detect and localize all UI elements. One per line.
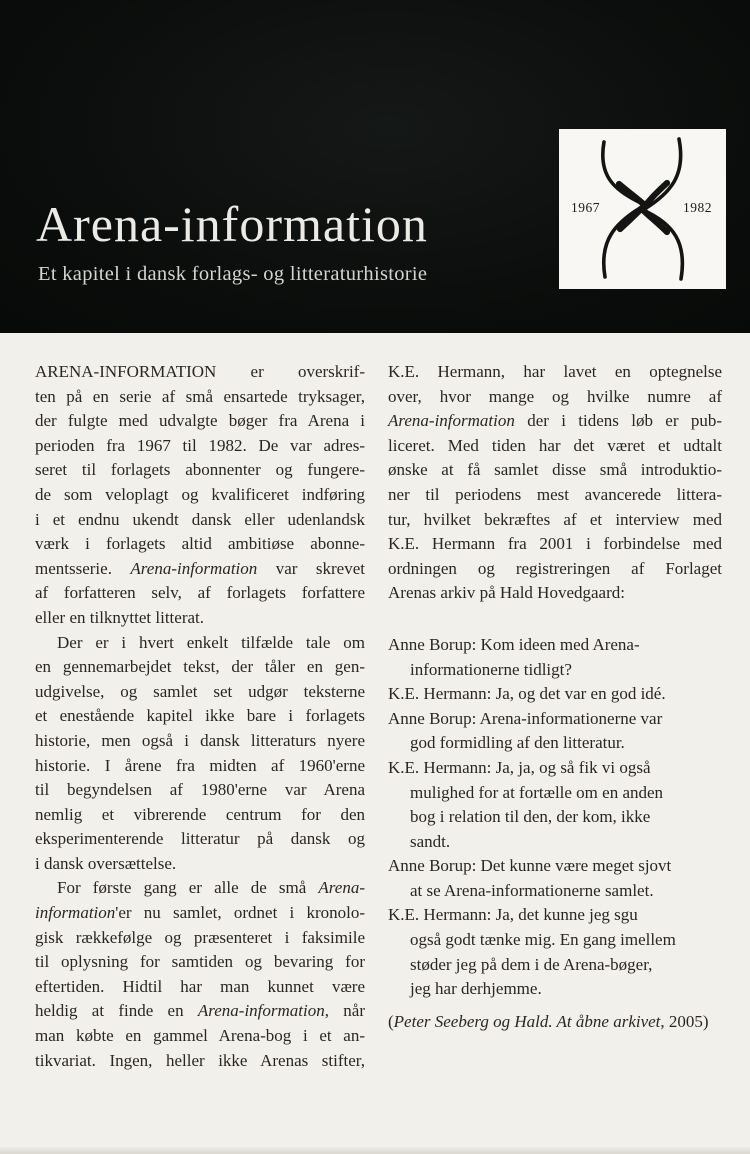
logo-year-right: 1982 xyxy=(683,200,712,215)
text-line: mulighed for at fortælle om en anden xyxy=(410,782,664,802)
interview-entry xyxy=(388,854,722,903)
text-line: Arenas arkiv på Hald Hovedgaard: xyxy=(388,583,625,603)
page-subtitle: Et kapitel i dansk forlags- og litteraturhistorie xyxy=(38,263,428,285)
text-line: Der er i hvert enkelt tilfælde tale om xyxy=(57,632,365,652)
text-line: støder jeg på dem i de Arena-bøger, xyxy=(410,954,653,974)
text-line: historie, men også i dansk litteraturs nyere xyxy=(35,730,365,750)
interview-entry xyxy=(388,633,722,682)
interview-entry xyxy=(388,756,722,854)
logo-year-left: 1967 xyxy=(571,200,600,215)
text-line: K.E. Hermann, har lavet en optegnelse xyxy=(388,362,722,381)
text-line: perioden fra 1967 til 1982. De var adres- xyxy=(35,435,365,455)
text-line: i dansk oversættelse. xyxy=(35,853,177,873)
page-bottom-shadow xyxy=(0,1146,750,1154)
text-line: i et endnu ukendt dansk eller udenlandsk xyxy=(35,509,365,529)
text-line: af forfatteren selv, af forlagets forfattere xyxy=(35,583,365,603)
text-line: de som veloplagt og kvalificeret indføring xyxy=(35,484,365,504)
text-line: information'er nu samlet, ordnet i kronolo- xyxy=(35,903,365,923)
text-line: K.E. Hermann: Ja, ja, og så fik vi også xyxy=(388,757,651,777)
page-title: Arena-information xyxy=(36,196,428,252)
text-line: Anne Borup: Kom ideen med Arena- xyxy=(388,634,640,654)
text-line: Anne Borup: Det kunne være meget sjovt xyxy=(388,856,672,876)
text-line: et enestående kapitel ikke bare i forlagets xyxy=(35,706,365,726)
text-line: liceret. Med tiden har det været et udtalt xyxy=(388,435,722,455)
text-line: tikvariat. Ingen, heller ikke Arenas stifter, xyxy=(35,1050,365,1070)
text-line: jeg har derhjemme. xyxy=(410,979,542,999)
text-line: For første gang er alle de små Arena- xyxy=(57,878,365,898)
source-citation: (Peter Seeberg og Hald. At åbne arkivet, 2005) xyxy=(388,1011,709,1031)
text-line: Anne Borup: Arena-informationerne var xyxy=(388,708,663,728)
text-line: K.E. Hermann: Ja, og det var en god idé. xyxy=(388,684,666,704)
text-line: heldig at finde en Arena-information, når xyxy=(35,1001,365,1021)
text-line: ner til periodens mest avancerede littera- xyxy=(388,484,722,504)
right-column-paragraph xyxy=(388,360,722,606)
text-line: til oplysning for samtiden og bevaring for xyxy=(35,952,365,972)
text-line: eller en tilknyttet litterat. xyxy=(35,607,204,627)
interview-entry xyxy=(388,682,722,707)
text-line: god formidling af den litteratur. xyxy=(410,733,625,753)
text-line: mentsserie. Arena-information var skrevet xyxy=(35,558,365,578)
text-line: seret til forlagets abonnenter og fungere- xyxy=(35,460,365,480)
interview-entry xyxy=(388,903,722,1001)
text-line: bog i relation til den, der kom, ikke xyxy=(410,807,651,827)
text-line: der fulgte med udvalgte bøger fra Arena i xyxy=(35,411,365,431)
text-line: K.E. Hermann: Ja, det kunne jeg sgu xyxy=(388,905,638,925)
text-line: K.E. Hermann fra 2001 i forbindelse med xyxy=(388,534,722,554)
interview-transcript xyxy=(388,633,722,1002)
text-line: også godt tænke mig. En gang imellem xyxy=(410,930,676,950)
interview-entry xyxy=(388,707,722,756)
text-line: tur, hvilket bekræftes af et interview med xyxy=(388,509,722,529)
header-banner xyxy=(0,0,750,333)
text-line: ARENA-INFORMATION er overskrif- xyxy=(35,362,365,381)
left-text-column xyxy=(35,360,365,1073)
text-line: til begyndelsen af 1980'erne var Arena xyxy=(35,780,365,800)
text-line: Arena-information der i tidens løb er pub- xyxy=(388,411,722,431)
text-line: informationerne tidligt? xyxy=(410,659,572,679)
text-line: at se Arena-informationerne samlet. xyxy=(410,880,654,900)
text-line: eftertiden. Hidtil har man kunnet være xyxy=(35,976,365,996)
text-line: historie. I årene fra midten af 1960'erne xyxy=(35,755,365,775)
text-line: sandt. xyxy=(410,831,451,851)
text-line: nemlig et vibrerende centrum for den xyxy=(35,804,365,824)
text-line: værk i forlagets altid ambitiøse abonne- xyxy=(35,534,365,554)
text-line: eksperimenterende litteratur på dansk og xyxy=(35,829,365,849)
text-line: en gennemarbejdet tekst, der tåler en gen- xyxy=(35,657,365,677)
right-text-column xyxy=(388,360,722,1034)
logo-box xyxy=(559,129,726,289)
text-line: over, hvor mange og hvilke numre af xyxy=(388,386,722,406)
text-line: ordningen og registreringen af Forlaget xyxy=(388,558,722,578)
text-line: gisk rækkefølge og præsenteret i faksimile xyxy=(35,927,365,947)
text-line: man købte en gammel Arena-bog i et an- xyxy=(35,1026,365,1046)
text-line: ten på en serie af små ensartede tryksager, xyxy=(35,386,365,406)
text-line: ønske at få samlet disse små introduktio- xyxy=(388,460,722,480)
text-line: udgivelse, og samlet set udgør teksterne xyxy=(35,681,365,701)
